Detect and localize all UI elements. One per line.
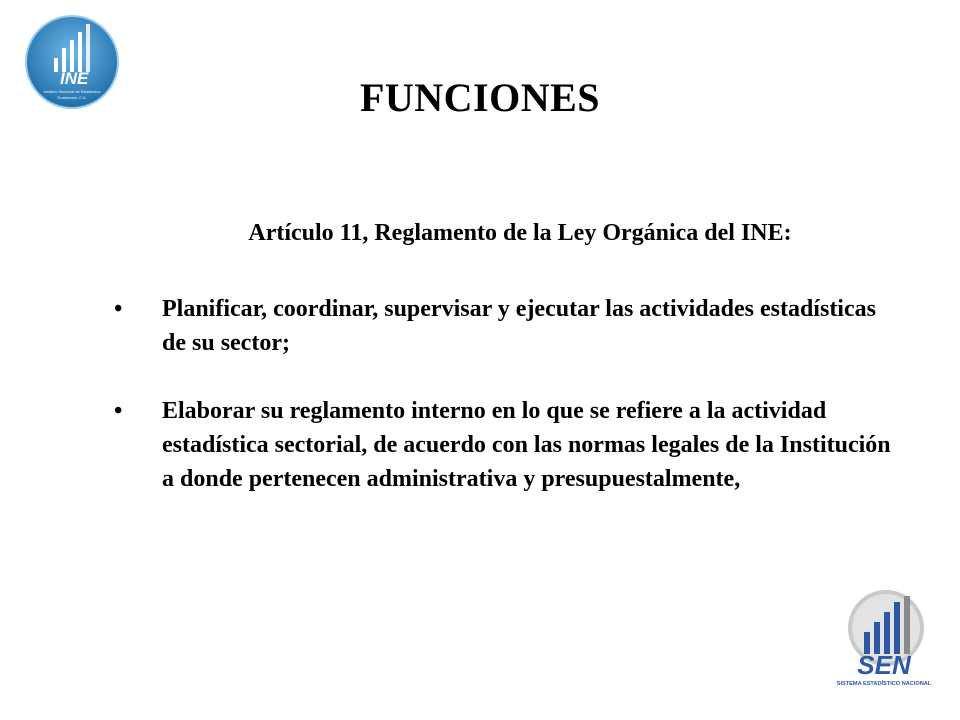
bullet-marker: • — [114, 398, 123, 424]
bullet-item — [112, 394, 892, 496]
bullet-list — [112, 292, 892, 530]
slide-subtitle: Artículo 11, Reglamento de la Ley Orgánica del INE: — [248, 220, 792, 246]
bullet-text: Planificar, coordinar, supervisar y ejecutar las actividades estadísticas de su sector; — [162, 296, 876, 356]
ine-logo-acronym: INE — [60, 69, 89, 88]
bullet-marker: • — [114, 296, 123, 322]
sen-logo-acronym: SEN — [857, 650, 911, 680]
sen-logo-tagline: SISTEMA ESTADÍSTICO NACIONAL — [836, 681, 932, 687]
bullet-text: Elaborar su reglamento interno en lo que se refiere a la actividad estadística sectorial, de acuerdo con las normas legales de la Institución a donde pertenecen administrativa y presupuestalmente, — [162, 398, 891, 492]
ine-logo-line1: Instituto Nacional de Estadística — [43, 89, 101, 94]
slide-title: FUNCIONES — [359, 75, 601, 120]
ine-logo-line2: Guatemala, C.A. — [57, 95, 87, 100]
sen-logo — [834, 588, 934, 690]
bullet-item — [112, 292, 892, 360]
